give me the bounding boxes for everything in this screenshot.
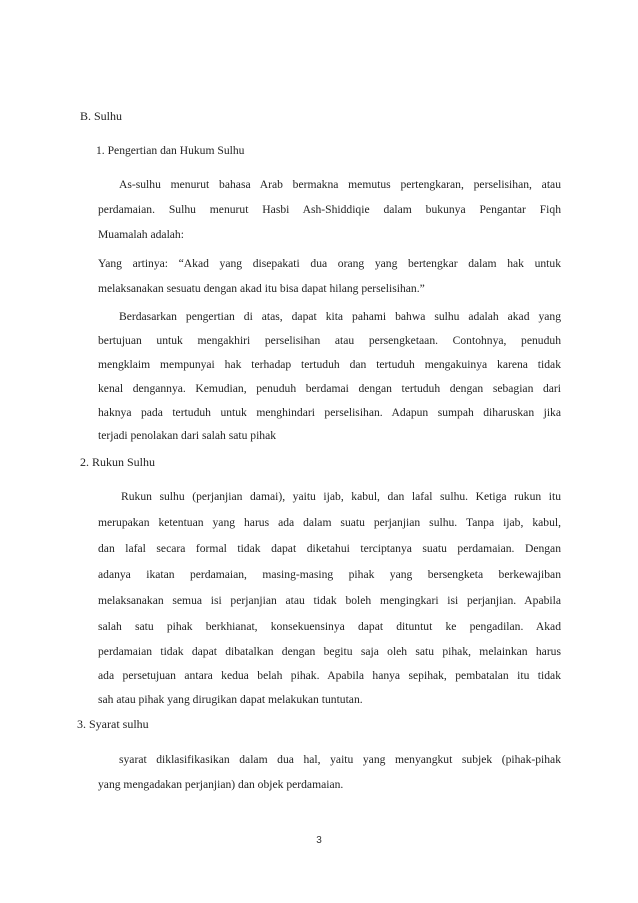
rukun-para-line: dan lafal secara formal tidak dapat diketahui terciptanya suatu perdamaian. Dengan bbox=[98, 542, 561, 555]
para1-line: As-sulhu menurut bahasa Arab bermakna memutus pertengkaran, perselisihan, atau bbox=[119, 178, 561, 191]
rukun-para-line: ada persetujuan antara kedua belah pihak. Apabila hanya sepihak, pembatalan itu tidak bbox=[98, 669, 561, 682]
section-heading-b: B. Sulhu bbox=[80, 109, 123, 123]
section-heading-syarat: 3. Syarat sulhu bbox=[77, 717, 149, 731]
para3-line: mengklaim mempunyai hak terhadap tertuduh dan tertuduh mengakuinya karena tidak bbox=[98, 358, 561, 371]
page-number: 3 bbox=[316, 835, 322, 846]
para3-line: terjadi penolakan dari salah satu pihak bbox=[98, 429, 277, 442]
rukun-para-line: melaksanakan semua isi perjanjian atau tidak boleh mengingkari isi perjanjian. Apabila bbox=[98, 594, 561, 607]
subheading-pengertian: 1. Pengertian dan Hukum Sulhu bbox=[96, 144, 245, 157]
section-heading-rukun: 2. Rukun Sulhu bbox=[80, 455, 156, 469]
para3-line: bertujuan untuk mengakhiri perselisihan atau persengketaan. Contohnya, penuduh bbox=[98, 334, 561, 347]
para1-line: Muamalah adalah: bbox=[98, 228, 184, 241]
para3-line: kenal dengannya. Kemudian, penuduh berdamai dengan tertuduh dengan sebagian dari bbox=[98, 382, 561, 395]
para3-line: Berdasarkan pengertian di atas, dapat kita pahami bahwa sulhu adalah akad yang bbox=[119, 310, 561, 323]
rukun-para-line: adanya ikatan perdamaian, masing-masing pihak yang bersengketa berkewajiban bbox=[98, 568, 561, 581]
rukun-para-line: merupakan ketentuan yang harus ada dalam suatu perjanjian sulhu. Tanpa ijab, kabul, bbox=[98, 516, 561, 529]
para3-line: haknya pada tertuduh untuk menghindari perselisihan. Adapun sumpah diharuskan jika bbox=[98, 406, 561, 419]
para2-line: Yang artinya: “Akad yang disepakati dua orang yang bertengkar dalam hak untuk bbox=[98, 257, 561, 270]
rukun-para-line: perdamaian tidak dapat dibatalkan dengan begitu saja oleh satu pihak, melainkan harus bbox=[98, 645, 561, 658]
rukun-para-line: salah satu pihak berkhianat, konsekuensinya dapat dituntut ke pengadilan. Akad bbox=[98, 620, 561, 633]
syarat-para-line: syarat diklasifikasikan dalam dua hal, yaitu yang menyangkut subjek (pihak-pihak bbox=[119, 753, 561, 766]
para1-line: perdamaian. Sulhu menurut Hasbi Ash-Shiddiqie dalam bukunya Pengantar Fiqh bbox=[98, 203, 561, 216]
rukun-para-line: sah atau pihak yang dirugikan dapat melakukan tuntutan. bbox=[98, 693, 363, 706]
rukun-para-line: Rukun sulhu (perjanjian damai), yaitu ijab, kabul, dan lafal sulhu. Ketiga rukun itu bbox=[121, 490, 561, 503]
syarat-para-line: yang mengadakan perjanjian) dan objek perdamaian. bbox=[98, 778, 344, 791]
para2-line: melaksanakan sesuatu dengan akad itu bisa dapat hilang perselisihan.” bbox=[98, 282, 425, 295]
